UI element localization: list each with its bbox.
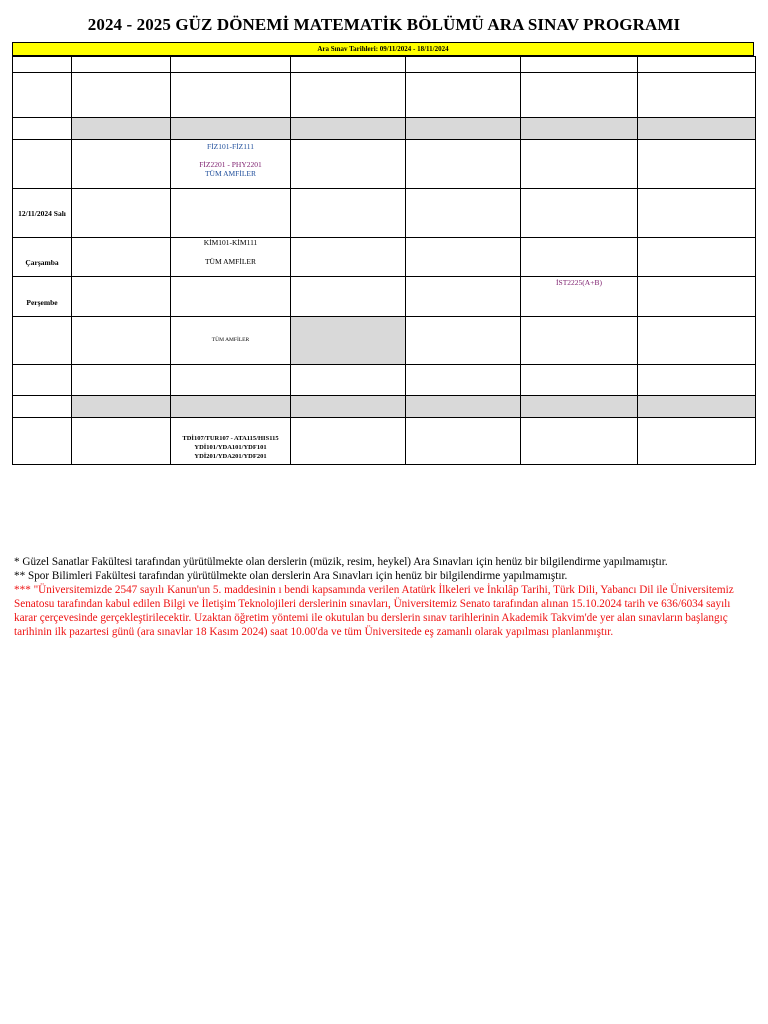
footnote-1: * Güzel Sanatlar Fakültesi tarafından yürütülmekte olan derslerin (müzik, resim, heykel) Ara Sınavları için henüz bir bilgilendirme yapılmamıştır. xyxy=(14,556,668,568)
table-cell xyxy=(406,238,521,277)
table-cell xyxy=(72,365,171,396)
day-label-wednesday: Çarşamba xyxy=(13,238,72,277)
footnote-3: *** "Üniversitemizde 2547 sayılı Kanun'un 5. maddesinin ı bendi kapsamında verilen Atatürk İlkeleri ve İnkılâp Tarihi, Türk Dili, Yabancı Dil ile Üniversitemiz Senatosu tarafından kabul edilen Bilgi ve İletişim Teknolojileri derslerinin sınavları, Üniversitemiz Senato tarafından alınan 15.10.2024 tarih ve 636/6034 sayılı karar çerçevesinde gerçekleştirilecektir. Uzaktan öğretim yöntemi ile okutulan bu derslerin sınav tarihlerinin Akademik Takvim'de yer alan sınavların başlangıç tarihinin ilk pazartesi günü (ara sınavlar 18 Kasım 2024) saat 10.00'da ve tüm Üniversitede eş zamanlı olarak yapılması planlanmıştır. xyxy=(14,584,734,638)
table-cell xyxy=(521,396,638,418)
table-row xyxy=(13,73,756,118)
table-cell xyxy=(406,189,521,238)
table-cell xyxy=(171,73,291,118)
table-cell xyxy=(291,118,406,140)
day-label-thursday: Perşembe xyxy=(13,277,72,317)
table-cell xyxy=(13,365,72,396)
table-cell xyxy=(13,140,72,189)
table-cell xyxy=(638,277,756,317)
table-row xyxy=(13,238,756,277)
footnotes xyxy=(14,555,744,639)
table-cell xyxy=(291,396,406,418)
table-cell xyxy=(13,118,72,140)
table-cell xyxy=(638,418,756,465)
table-cell xyxy=(638,140,756,189)
table-cell xyxy=(521,365,638,396)
exam-kim101: KİM101-KİM111 xyxy=(203,238,258,247)
table-cell xyxy=(406,73,521,118)
table-cell xyxy=(171,396,291,418)
table-row xyxy=(13,140,756,189)
table-cell xyxy=(171,365,291,396)
table-row xyxy=(13,277,756,317)
table-row xyxy=(13,189,756,238)
table-cell xyxy=(638,317,756,365)
table-cell xyxy=(72,118,171,140)
day-label-tuesday: 12/11/2024 Salı xyxy=(13,189,72,238)
table-cell xyxy=(13,57,72,73)
table-cell xyxy=(72,317,171,365)
table-cell xyxy=(406,418,521,465)
table-header-row xyxy=(13,57,756,73)
table-cell xyxy=(521,57,638,73)
exam-dates-banner: Ara Sınav Tarihleri: 09/11/2024 - 18/11/2024 xyxy=(12,42,754,56)
table-cell xyxy=(13,418,72,465)
table-cell xyxy=(291,189,406,238)
table-cell xyxy=(291,365,406,396)
table-cell xyxy=(638,73,756,118)
table-cell xyxy=(521,317,638,365)
table-cell xyxy=(406,140,521,189)
exam-ist2225: İST2225(A+B) xyxy=(521,277,638,317)
table-cell xyxy=(13,396,72,418)
table-row xyxy=(13,365,756,396)
table-cell xyxy=(406,277,521,317)
table-cell xyxy=(291,73,406,118)
table-cell xyxy=(72,418,171,465)
table-cell xyxy=(291,238,406,277)
table-cell xyxy=(291,418,406,465)
table-cell xyxy=(171,118,291,140)
table-cell xyxy=(291,57,406,73)
table-cell xyxy=(72,73,171,118)
table-row xyxy=(13,418,756,465)
table-cell xyxy=(171,418,291,465)
table-cell xyxy=(72,189,171,238)
table-cell xyxy=(291,277,406,317)
table-cell xyxy=(72,396,171,418)
exam-fiz101: FİZ101-FİZ111 xyxy=(207,142,254,151)
table-cell xyxy=(72,238,171,277)
table-cell xyxy=(171,277,291,317)
table-row xyxy=(13,396,756,418)
table-cell xyxy=(406,57,521,73)
table-cell xyxy=(72,57,171,73)
exam-location: TÜM AMFİLER xyxy=(204,257,257,266)
table-cell xyxy=(13,73,72,118)
table-row xyxy=(13,317,756,365)
table-cell xyxy=(406,396,521,418)
table-cell xyxy=(638,365,756,396)
exam-common-courses-1: TDİ107/TUR107 - ATA115/HIS115 xyxy=(182,435,279,442)
table-cell xyxy=(171,57,291,73)
table-cell xyxy=(521,118,638,140)
table-cell xyxy=(171,189,291,238)
table-cell xyxy=(521,140,638,189)
exam-common-courses-2: YDİ101/YDA101/YDF101 xyxy=(194,444,267,451)
table-cell xyxy=(291,317,406,365)
exam-fiz2201: FİZ2201 - PHY2201 xyxy=(199,160,262,169)
table-cell xyxy=(171,140,291,189)
page-title: 2024 - 2025 GÜZ DÖNEMİ MATEMATİK BÖLÜMÜ ARA SINAV PROGRAMI xyxy=(87,15,681,34)
table-cell xyxy=(638,189,756,238)
exam-schedule-table xyxy=(12,56,756,465)
table-cell xyxy=(521,73,638,118)
exam-location: TÜM AMFİLER xyxy=(204,169,257,178)
footnote-2: ** Spor Bilimleri Fakültesi tarafından yürütülmekte olan derslerin Ara Sınavları için henüz bir bilgilendirme yapılmamıştır. xyxy=(14,570,568,582)
table-cell xyxy=(638,57,756,73)
table-cell xyxy=(13,317,72,365)
table-cell xyxy=(72,140,171,189)
table-row xyxy=(13,118,756,140)
table-cell xyxy=(72,277,171,317)
exam-location-small: TÜM AMFİLER xyxy=(171,317,291,365)
table-cell xyxy=(638,238,756,277)
table-cell xyxy=(406,365,521,396)
table-cell xyxy=(291,140,406,189)
table-cell xyxy=(406,118,521,140)
table-cell xyxy=(171,238,291,277)
table-cell xyxy=(638,118,756,140)
table-cell xyxy=(521,418,638,465)
table-cell xyxy=(638,396,756,418)
table-cell xyxy=(521,189,638,238)
table-cell xyxy=(406,317,521,365)
exam-common-courses-3: YDİ201/YDA201/YDF201 xyxy=(194,453,267,460)
table-cell xyxy=(521,238,638,277)
